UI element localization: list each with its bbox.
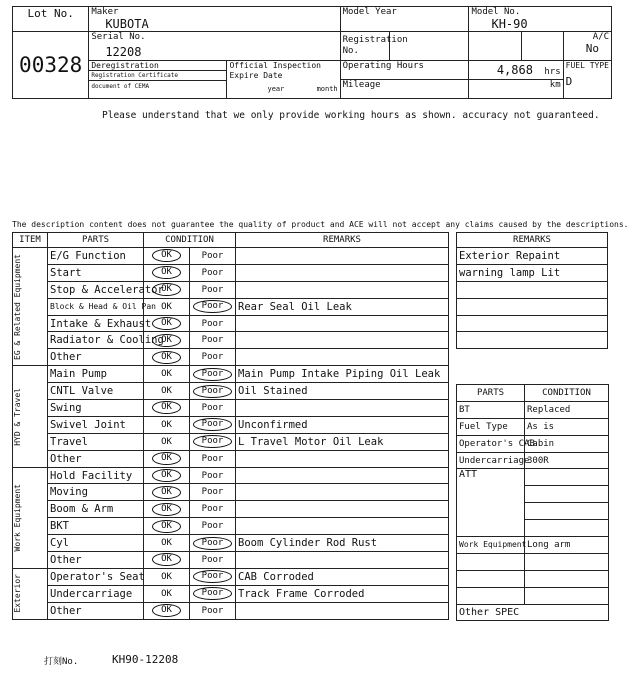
ok-cell [144, 248, 190, 265]
spec-row-empty [457, 570, 609, 587]
work-equipment-label: Work Equipment [457, 537, 525, 554]
part-name: Swing [48, 400, 144, 417]
remark-text [236, 552, 449, 569]
poor-cell [190, 552, 236, 569]
right-parts-table [456, 384, 609, 621]
remark-row [457, 281, 608, 298]
att-value [525, 503, 609, 520]
spec-row [457, 401, 609, 418]
registration-cell [340, 32, 408, 61]
table-row [13, 264, 449, 281]
part-name: Other [48, 349, 144, 366]
part-name: Intake & Exhaust [48, 315, 144, 332]
poor-cell [190, 298, 236, 315]
table-row [13, 518, 449, 535]
poor-mark: Poor [201, 352, 224, 363]
col-remarks: REMARKS [236, 233, 449, 248]
part-name: Swivel Joint [48, 416, 144, 433]
mileage-label-cell [340, 80, 469, 99]
part-name: BKT [48, 518, 144, 535]
ok-mark: OK [152, 452, 181, 465]
remark-text: Oil Stained [236, 383, 449, 400]
remark-text: L Travel Motor Oil Leak [236, 433, 449, 450]
poor-mark: Poor [201, 335, 224, 346]
group-cell [13, 467, 48, 568]
right-remarks-table [456, 232, 608, 349]
remark-row [457, 332, 608, 349]
spec-condition: Replaced [525, 401, 609, 418]
table-row [13, 535, 449, 552]
poor-mark: Poor [201, 470, 224, 481]
spec-empty-left [457, 570, 525, 587]
poor-cell [190, 433, 236, 450]
poor-cell [190, 450, 236, 467]
poor-cell [190, 248, 236, 265]
serial-cell [89, 32, 340, 61]
part-name: Other [48, 552, 144, 569]
op-hours-cell [469, 61, 563, 80]
table-row [13, 433, 449, 450]
ok-cell [144, 416, 190, 433]
ok-cell [144, 535, 190, 552]
other-spec-row [457, 604, 609, 621]
spec-part: Operator's CAB [457, 435, 525, 452]
spec-condition: As is [525, 418, 609, 435]
poor-mark: Poor [201, 267, 224, 278]
table-row [13, 568, 449, 585]
poor-mark: Poor [201, 453, 224, 464]
ok-cell [144, 467, 190, 484]
spec-condition: 300R [525, 452, 609, 469]
poor-mark: Poor [193, 368, 233, 381]
poor-cell [190, 535, 236, 552]
part-name: Boom & Arm [48, 501, 144, 518]
ac-value: No [585, 42, 599, 55]
table-row [13, 585, 449, 602]
ac-label: A/C [592, 32, 609, 42]
ok-cell [144, 450, 190, 467]
remark-text [236, 501, 449, 518]
ok-cell [144, 383, 190, 400]
table-row [13, 315, 449, 332]
op-hours-label-cell [340, 61, 469, 80]
poor-mark: Poor [201, 250, 224, 261]
model-year-label: Model Year [342, 7, 397, 17]
spec-part: BT [457, 401, 525, 418]
group-cell [13, 366, 48, 467]
remark-text [236, 467, 449, 484]
maker-cell [89, 7, 340, 32]
year-label: year [267, 85, 285, 93]
ac-cell [563, 32, 611, 61]
ok-cell [144, 568, 190, 585]
ok-mark: OK [161, 538, 172, 549]
other-spec-label: Other SPEC [457, 604, 609, 621]
part-name: Start [48, 264, 144, 281]
table-row [13, 383, 449, 400]
ok-cell [144, 501, 190, 518]
poor-cell [190, 484, 236, 501]
header-table [12, 6, 612, 99]
att-row [457, 469, 609, 486]
dereg-cell [89, 61, 227, 99]
ok-mark: OK [152, 283, 181, 296]
table-row [13, 332, 449, 349]
fuel-type-value: D [565, 75, 573, 88]
poor-mark: Poor [201, 284, 224, 295]
poor-cell [190, 585, 236, 602]
remark-text [236, 518, 449, 535]
remark-line: Exterior Repaint [457, 248, 608, 265]
ok-mark: OK [161, 436, 172, 447]
description-note: The description content does not guarantee the quality of product and ACE will not accept any claims caused by the descriptions. [12, 220, 629, 229]
poor-mark: Poor [193, 570, 233, 583]
ok-mark: OK [152, 520, 181, 533]
poor-cell [190, 281, 236, 298]
part-name: Other [48, 602, 144, 619]
ok-cell [144, 585, 190, 602]
poor-cell [190, 315, 236, 332]
remark-text [236, 602, 449, 619]
fuel-type-label: FUEL TYPE [565, 61, 609, 70]
inspection-label: Official Inspection Expire Date [229, 61, 321, 80]
inspection-cell [227, 61, 340, 99]
remark-text [236, 484, 449, 501]
ok-cell [144, 366, 190, 383]
ok-cell [144, 349, 190, 366]
poor-cell [190, 383, 236, 400]
poor-mark: Poor [193, 418, 233, 431]
poor-mark: Poor [193, 300, 233, 313]
poor-cell [190, 467, 236, 484]
remark-row [457, 248, 608, 265]
remark-text: Main Pump Intake Piping Oil Leak [236, 366, 449, 383]
ok-cell [144, 433, 190, 450]
remark-text [236, 332, 449, 349]
poor-mark: Poor [201, 504, 224, 515]
poor-cell [190, 416, 236, 433]
poor-cell [190, 602, 236, 619]
maker-value: KUBOTA [105, 17, 149, 31]
remark-line: warning lamp Lit [457, 264, 608, 281]
spec-empty-right [525, 553, 609, 570]
poor-mark: Poor [193, 537, 233, 550]
spec-row [457, 435, 609, 452]
remark-line [457, 298, 608, 315]
spec-empty-right [525, 570, 609, 587]
registration-label: Registration No. [342, 35, 408, 56]
right-parts-label: PARTS [457, 385, 525, 402]
right-remarks-title: REMARKS [457, 233, 608, 248]
model-no-label: Model No. [471, 7, 521, 17]
remark-text [236, 264, 449, 281]
remark-text [236, 400, 449, 417]
table-row [13, 416, 449, 433]
ok-mark: OK [152, 604, 181, 617]
poor-mark: Poor [193, 435, 233, 448]
op-hours-label: Operating Hours [342, 61, 424, 71]
model-no-value: KH-90 [491, 17, 528, 31]
group-name: EG & Related Equipment [13, 253, 22, 360]
ok-cell [144, 518, 190, 535]
col-parts: PARTS [48, 233, 144, 248]
part-name: CNTL Valve [48, 383, 144, 400]
ok-mark: OK [152, 503, 181, 516]
dereg-label: Deregistration [89, 61, 226, 71]
lot-label: Lot No. [13, 7, 89, 32]
table-row [13, 400, 449, 417]
spec-empty-right [525, 587, 609, 604]
poor-mark: Poor [201, 318, 224, 329]
poor-cell [190, 518, 236, 535]
ok-mark: OK [152, 266, 181, 279]
poor-cell [190, 264, 236, 281]
poor-mark: Poor [193, 587, 233, 600]
poor-mark: Poor [201, 487, 224, 498]
ok-mark: OK [161, 301, 172, 312]
part-name: Hold Facility [48, 467, 144, 484]
ok-mark: OK [152, 486, 181, 499]
spec-part: Fuel Type [457, 418, 525, 435]
part-name: Block & Head & Oil Pan [48, 298, 144, 315]
remark-row [457, 315, 608, 332]
table-row [13, 281, 449, 298]
ok-mark: OK [161, 419, 172, 430]
remark-text [236, 315, 449, 332]
group-cell [13, 568, 48, 619]
col-condition: CONDITION [144, 233, 236, 248]
maker-label: Maker [91, 7, 119, 17]
ok-mark: OK [161, 369, 172, 380]
table-row [13, 298, 449, 315]
ok-mark: OK [152, 401, 181, 414]
ok-cell [144, 264, 190, 281]
poor-cell [190, 349, 236, 366]
fuel-cell [563, 61, 611, 99]
table-row [13, 248, 449, 265]
spec-row [457, 418, 609, 435]
ok-cell [144, 552, 190, 569]
hrs-unit: hrs [544, 67, 561, 77]
remark-line [457, 281, 608, 298]
remark-text [236, 450, 449, 467]
remark-row [457, 298, 608, 315]
poor-cell [190, 501, 236, 518]
ok-mark: OK [152, 317, 181, 330]
table-row [13, 450, 449, 467]
footer-value: KH90-12208 [112, 653, 179, 666]
part-name: Travel [48, 433, 144, 450]
ok-mark: OK [152, 249, 181, 262]
ok-cell [144, 602, 190, 619]
part-name: E/G Function [48, 248, 144, 265]
spec-row [457, 452, 609, 469]
ok-mark: OK [152, 469, 181, 482]
poor-mark: Poor [201, 554, 224, 565]
part-name: Operator's Seat [48, 568, 144, 585]
table-row [13, 467, 449, 484]
group-cell [13, 248, 48, 366]
poor-mark: Poor [201, 521, 224, 532]
ok-mark: OK [161, 386, 172, 397]
model-no-cell [469, 7, 612, 32]
att-value [525, 486, 609, 503]
part-name: Stop & Accelerator [48, 281, 144, 298]
table-row [13, 366, 449, 383]
ok-mark: OK [152, 553, 181, 566]
table-row [13, 484, 449, 501]
ok-mark: OK [161, 588, 172, 599]
serial-label: Serial No. [91, 32, 146, 42]
ok-cell [144, 400, 190, 417]
table-row [13, 501, 449, 518]
footer-label: 打刻No. [44, 657, 79, 667]
part-name: Moving [48, 484, 144, 501]
ok-mark: OK [161, 571, 172, 582]
att-label: ATT [457, 469, 525, 537]
work-equipment-row [457, 537, 609, 554]
poor-cell [190, 332, 236, 349]
poor-cell [190, 366, 236, 383]
poor-mark: Poor [193, 385, 233, 398]
ok-cell [144, 484, 190, 501]
right-condition-label: CONDITION [525, 385, 609, 402]
part-name: Radiator & Cooling [48, 332, 144, 349]
spec-empty-left [457, 587, 525, 604]
poor-cell [190, 568, 236, 585]
remark-row [457, 264, 608, 281]
condition-table [12, 232, 449, 620]
reg-cert-label: Registration Certificate [89, 71, 226, 81]
spec-empty-left [457, 553, 525, 570]
spec-condition: Cabin [525, 435, 609, 452]
remark-text [236, 248, 449, 265]
reg-box-3 [521, 32, 563, 61]
model-year-cell [340, 7, 469, 32]
remark-line [457, 315, 608, 332]
remark-text: Unconfirmed [236, 416, 449, 433]
poor-mark: Poor [201, 402, 224, 413]
table-row [13, 602, 449, 619]
remark-text: Track Frame Corroded [236, 585, 449, 602]
lot-number: 00328 [13, 32, 89, 99]
table-row [13, 552, 449, 569]
mileage-label: Mileage [342, 80, 381, 90]
spec-row-empty [457, 553, 609, 570]
spec-row-empty [457, 587, 609, 604]
group-name: Exterior [13, 574, 22, 614]
att-value [525, 520, 609, 537]
remark-text: Rear Seal Oil Leak [236, 298, 449, 315]
mileage-cell [469, 80, 563, 99]
doc-cema-label: document of CEMA [91, 83, 150, 90]
group-name: HYD & Travel [13, 387, 22, 446]
part-name: Main Pump [48, 366, 144, 383]
ok-mark: OK [152, 351, 181, 364]
poor-mark: Poor [201, 605, 224, 616]
spec-part: Undercarriage [457, 452, 525, 469]
remark-text: CAB Corroded [236, 568, 449, 585]
group-name: Work Equipment [13, 484, 22, 552]
month-label: month [316, 85, 338, 93]
op-hours-value: 4,868 [496, 63, 533, 77]
reg-box-2 [469, 32, 522, 61]
poor-cell [190, 400, 236, 417]
col-item: ITEM [13, 233, 48, 248]
remark-text [236, 281, 449, 298]
remark-line [457, 332, 608, 349]
ok-mark: OK [152, 334, 181, 347]
remark-text: Boom Cylinder Rod Rust [236, 535, 449, 552]
att-value [525, 469, 609, 486]
serial-value: 12208 [105, 45, 142, 59]
work-equipment-value: Long arm [525, 537, 609, 554]
remark-text [236, 349, 449, 366]
part-name: Cyl [48, 535, 144, 552]
table-row [13, 349, 449, 366]
disclaimer: Please understand that we only provide working hours as shown. accuracy not guaranteed. [102, 110, 600, 121]
km-unit: km [549, 80, 561, 90]
part-name: Other [48, 450, 144, 467]
part-name: Undercarriage [48, 585, 144, 602]
